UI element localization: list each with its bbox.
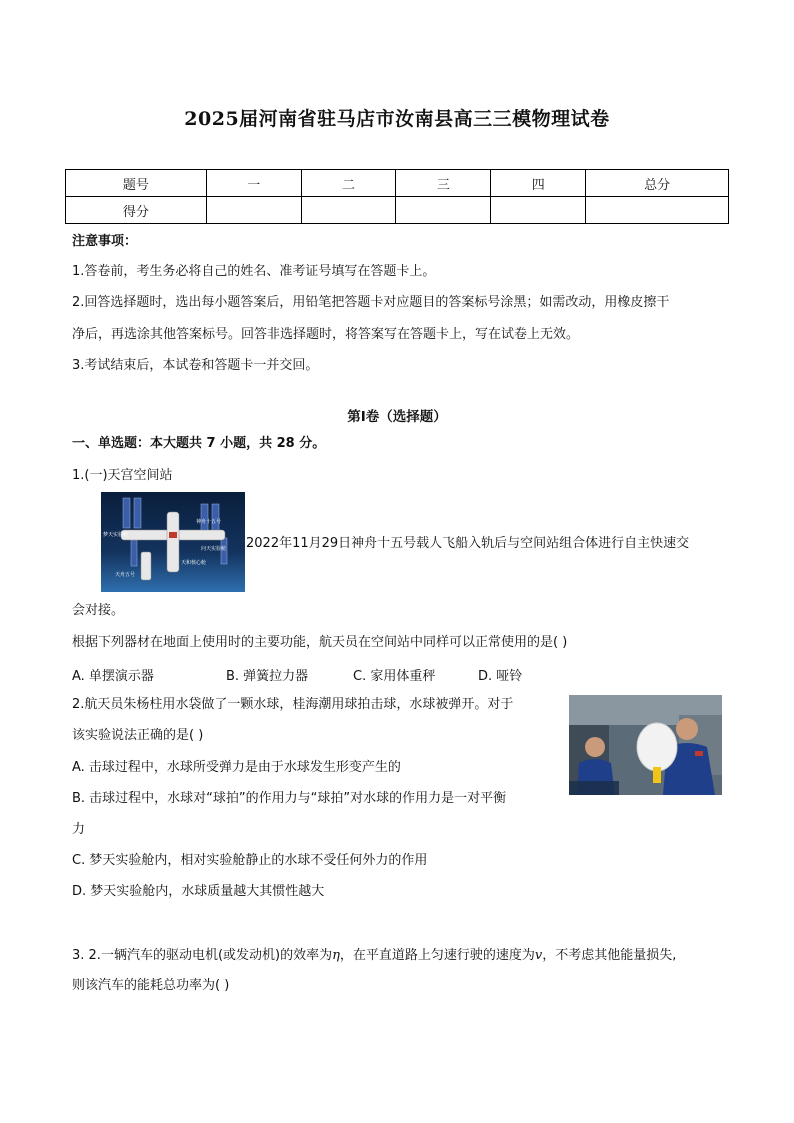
score-header-cell: 总分 bbox=[586, 170, 729, 197]
part-heading bbox=[72, 434, 325, 454]
q3-text-part-1: 3. 2.一辆汽车的驱动电机(或发动机)的效率为 bbox=[72, 948, 333, 963]
q3-stem-line-2: 则该汽车的能耗总功率为( ) bbox=[72, 978, 230, 993]
score-header-cell: 四 bbox=[491, 170, 586, 197]
score-header-cell: 题号 bbox=[66, 170, 207, 197]
q3-text-part-3: ，不考虑其他能量损失, bbox=[542, 948, 677, 963]
score-table bbox=[65, 169, 729, 224]
q2-option-a: A. 击球过程中，水球所受弹力是由于水球发生形变产生的 bbox=[72, 760, 401, 775]
astronaut-illustration bbox=[569, 695, 722, 795]
section-title: 第Ⅰ卷（选择题） bbox=[347, 409, 447, 425]
part-heading-prefix: 一、单选题： bbox=[72, 436, 151, 451]
score-cell[interactable] bbox=[206, 197, 301, 224]
part-heading-desc: 本大题共 7 小题，共 28 分。 bbox=[150, 436, 326, 451]
notice-item-1: 1.答卷前，考生务必将自己的姓名、准考证号填写在答题卡上。 bbox=[72, 264, 436, 279]
image-label: 梦天实验舱 bbox=[103, 532, 129, 538]
notice-heading: 注意事项： bbox=[72, 234, 138, 249]
notice-item-2-line-1: 2.回答选择题时，选出每小题答案后，用铅笔把答题卡对应题目的答案标号涂黑；如需改动，用橡皮擦干 bbox=[72, 295, 670, 310]
q2-option-b-line-1: B. 击球过程中，水球对“球拍”的作用力与“球拍”对水球的作用力是一对平衡 bbox=[72, 791, 507, 806]
score-cell[interactable] bbox=[396, 197, 491, 224]
space-station-image bbox=[101, 492, 245, 592]
q2-option-b-line-2: 力 bbox=[72, 822, 86, 837]
q1-option-c: C. 家用体重秤 bbox=[353, 669, 436, 684]
q3-text-part-2: ，在平直道路上匀速行驶的速度为 bbox=[339, 948, 535, 963]
q1-caption-line-1: 2022年11月29日神舟十五号载人飞船入轨后与空间站组合体进行自主快速交 bbox=[246, 536, 690, 551]
score-cell[interactable] bbox=[301, 197, 396, 224]
score-header-cell: 一 bbox=[206, 170, 301, 197]
q3-stem-line-1 bbox=[72, 946, 676, 966]
q1-option-a: A. 单摆演示器 bbox=[72, 669, 154, 684]
score-row-label: 得分 bbox=[66, 197, 207, 224]
q1-caption-line-2: 会对接。 bbox=[72, 603, 125, 618]
score-table-score-row bbox=[66, 197, 729, 224]
q2-option-d: D. 梦天实验舱内，水球质量越大其惯性越大 bbox=[72, 884, 325, 899]
image-label: 天和核心舱 bbox=[181, 560, 207, 566]
image-label: 神舟十五号 bbox=[196, 519, 222, 525]
notice-item-2-line-2: 净后，再选涂其他答案标号。回答非选择题时，将答案写在答题卡上，写在试卷上无效。 bbox=[72, 327, 580, 342]
q3-eta-symbol: η bbox=[332, 948, 340, 963]
notice-item-3: 3.考试结束后，本试卷和答题卡一并交回。 bbox=[72, 358, 319, 373]
astronaut-photo bbox=[569, 695, 722, 795]
q1-question: 根据下列器材在地面上使用时的主要功能，航天员在空间站中同样可以正常使用的是( ) bbox=[72, 635, 568, 650]
score-cell[interactable] bbox=[586, 197, 729, 224]
q2-stem-line-2: 该实验说法正确的是( ) bbox=[72, 728, 204, 743]
score-header-cell: 二 bbox=[301, 170, 396, 197]
score-header-cell: 三 bbox=[396, 170, 491, 197]
q1-option-b: B. 弹簧拉力器 bbox=[226, 669, 309, 684]
image-label: 问天实验舱 bbox=[201, 546, 227, 552]
space-station-illustration bbox=[101, 492, 245, 592]
image-label: 天舟五号 bbox=[115, 572, 136, 578]
q2-option-c: C. 梦天实验舱内，相对实验舱静止的水球不受任何外力的作用 bbox=[72, 853, 428, 868]
q1-stem: 1.(一)天宫空间站 bbox=[72, 468, 173, 483]
score-cell[interactable] bbox=[491, 197, 586, 224]
score-table-header-row bbox=[66, 170, 729, 197]
q3-v-symbol: v bbox=[534, 948, 543, 963]
q2-stem-line-1: 2.航天员朱杨柱用水袋做了一颗水球，桂海潮用球拍击球，水球被弹开。对于 bbox=[72, 697, 514, 712]
page-title: 2025届河南省驻马店市汝南县高三三模物理试卷 bbox=[184, 108, 610, 130]
q1-option-d: D. 哑铃 bbox=[478, 669, 523, 684]
